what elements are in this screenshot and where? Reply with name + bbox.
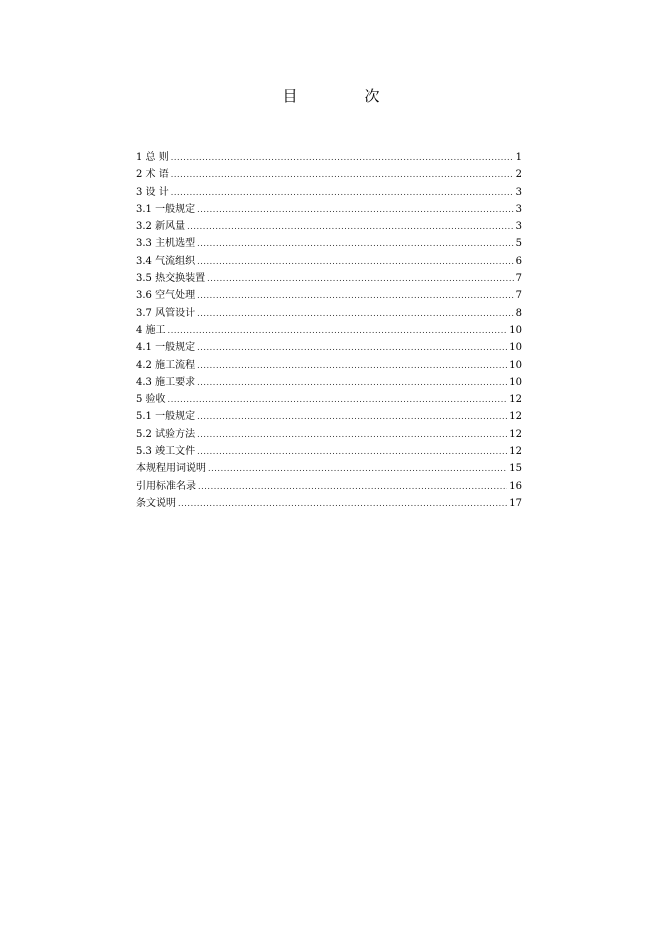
toc-entry-label: 2 术 语: [136, 169, 169, 181]
toc-entry-label: 3.3 主机选型: [136, 238, 196, 250]
toc-entry[interactable]: [136, 287, 522, 304]
toc-entry-page-number: 10: [509, 376, 522, 388]
toc-entry-label: 5.2 试验方法: [136, 428, 196, 440]
toc-entry-page-number: 1: [515, 152, 522, 163]
toc-dot-leader: [171, 149, 514, 166]
toc-entry-label: 3 设 计: [136, 186, 169, 198]
toc-entry-label: 3.1 一般规定: [136, 203, 196, 215]
toc-entry-page-number: 8: [515, 307, 522, 319]
toc-entry[interactable]: [136, 460, 522, 477]
toc-entry-label: 5.1 一般规定: [136, 411, 196, 423]
toc-entry-page-number: 3: [515, 221, 522, 233]
toc-entry-page-number: 10: [509, 324, 522, 336]
toc-entry-page-number: 15: [509, 463, 522, 475]
toc-entry[interactable]: [136, 426, 522, 443]
toc-entry-label: 4.3 施工要求: [136, 376, 196, 388]
toc-entry-label: 3.6 空气处理: [136, 290, 196, 302]
toc-entry-page-number: 12: [509, 446, 522, 458]
toc-entry-label: 4.2 施工流程: [136, 359, 196, 371]
toc-entry-page-number: 7: [515, 290, 522, 302]
toc-dot-leader: [171, 184, 514, 201]
toc-dot-leader: [208, 460, 507, 477]
toc-entry[interactable]: [136, 322, 522, 339]
toc-entry[interactable]: [136, 391, 522, 408]
toc-entry-page-number: 5: [515, 238, 522, 250]
toc-dot-leader: [197, 357, 507, 374]
toc-dot-leader: [197, 201, 514, 218]
toc-entry-page-number: 16: [509, 480, 522, 492]
toc-dot-leader: [198, 478, 507, 495]
toc-entry[interactable]: [136, 478, 522, 495]
toc-entry-label: 条文说明: [136, 497, 176, 509]
toc-entry[interactable]: [136, 235, 522, 252]
toc-dot-leader: [197, 408, 507, 425]
toc-entry[interactable]: [136, 495, 522, 512]
toc-entry[interactable]: [136, 166, 522, 183]
toc-entry[interactable]: [136, 149, 522, 166]
toc-dot-leader: [197, 426, 507, 443]
toc-dot-leader: [187, 218, 514, 235]
toc-entry[interactable]: [136, 184, 522, 201]
toc-entry-page-number: 2: [515, 169, 522, 181]
toc-entry-label: 5 验收: [136, 394, 166, 406]
toc-entry-page-number: 12: [509, 428, 522, 440]
toc-dot-leader: [197, 253, 514, 270]
toc-dot-leader: [168, 391, 508, 408]
toc-entry-page-number: 12: [509, 411, 522, 423]
toc-entry[interactable]: [136, 305, 522, 322]
toc-entry-page-number: 17: [509, 497, 522, 509]
toc-entry-label: 本规程用词说明: [136, 463, 206, 475]
toc-entry[interactable]: [136, 218, 522, 235]
toc-entry[interactable]: [136, 201, 522, 218]
toc-dot-leader: [197, 374, 507, 391]
toc-dot-leader: [197, 339, 507, 356]
toc-entry-label: 5.3 竣工文件: [136, 446, 196, 458]
toc-dot-leader: [178, 495, 507, 512]
toc-entry[interactable]: [136, 339, 522, 356]
toc-entry-label: 3.4 气流组织: [136, 255, 196, 267]
toc-dot-leader: [168, 322, 508, 339]
toc-entry[interactable]: [136, 408, 522, 425]
toc-dot-leader: [171, 166, 514, 183]
toc-entry-label: 3.7 风管设计: [136, 307, 196, 319]
toc-entry[interactable]: [136, 270, 522, 287]
toc-dot-leader: [197, 443, 507, 460]
toc-dot-leader: [197, 305, 514, 322]
toc-entry[interactable]: [136, 357, 522, 374]
toc-entry-label: 3.2 新风量: [136, 221, 186, 233]
toc-entry-page-number: 10: [509, 359, 522, 371]
toc-dot-leader: [197, 287, 514, 304]
toc-entry[interactable]: [136, 253, 522, 270]
page-title: 目 次: [282, 87, 406, 105]
table-of-contents: [136, 149, 522, 512]
toc-entry-page-number: 10: [509, 342, 522, 354]
toc-entry-page-number: 12: [509, 394, 522, 406]
toc-entry[interactable]: [136, 443, 522, 460]
toc-entry-label: 引用标准名录: [136, 480, 196, 492]
toc-entry-page-number: 3: [515, 203, 522, 215]
toc-entry-page-number: 7: [515, 273, 522, 285]
toc-entry[interactable]: [136, 374, 522, 391]
toc-entry-label: 4.1 一般规定: [136, 342, 196, 354]
toc-entry-label: 4 施工: [136, 324, 166, 336]
toc-entry-page-number: 6: [515, 255, 522, 267]
toc-entry-label: 1 总 则: [136, 152, 169, 163]
toc-entry-label: 3.5 热交换装置: [136, 273, 206, 285]
toc-entry-page-number: 3: [515, 186, 522, 198]
toc-dot-leader: [207, 270, 514, 287]
toc-dot-leader: [197, 235, 514, 252]
